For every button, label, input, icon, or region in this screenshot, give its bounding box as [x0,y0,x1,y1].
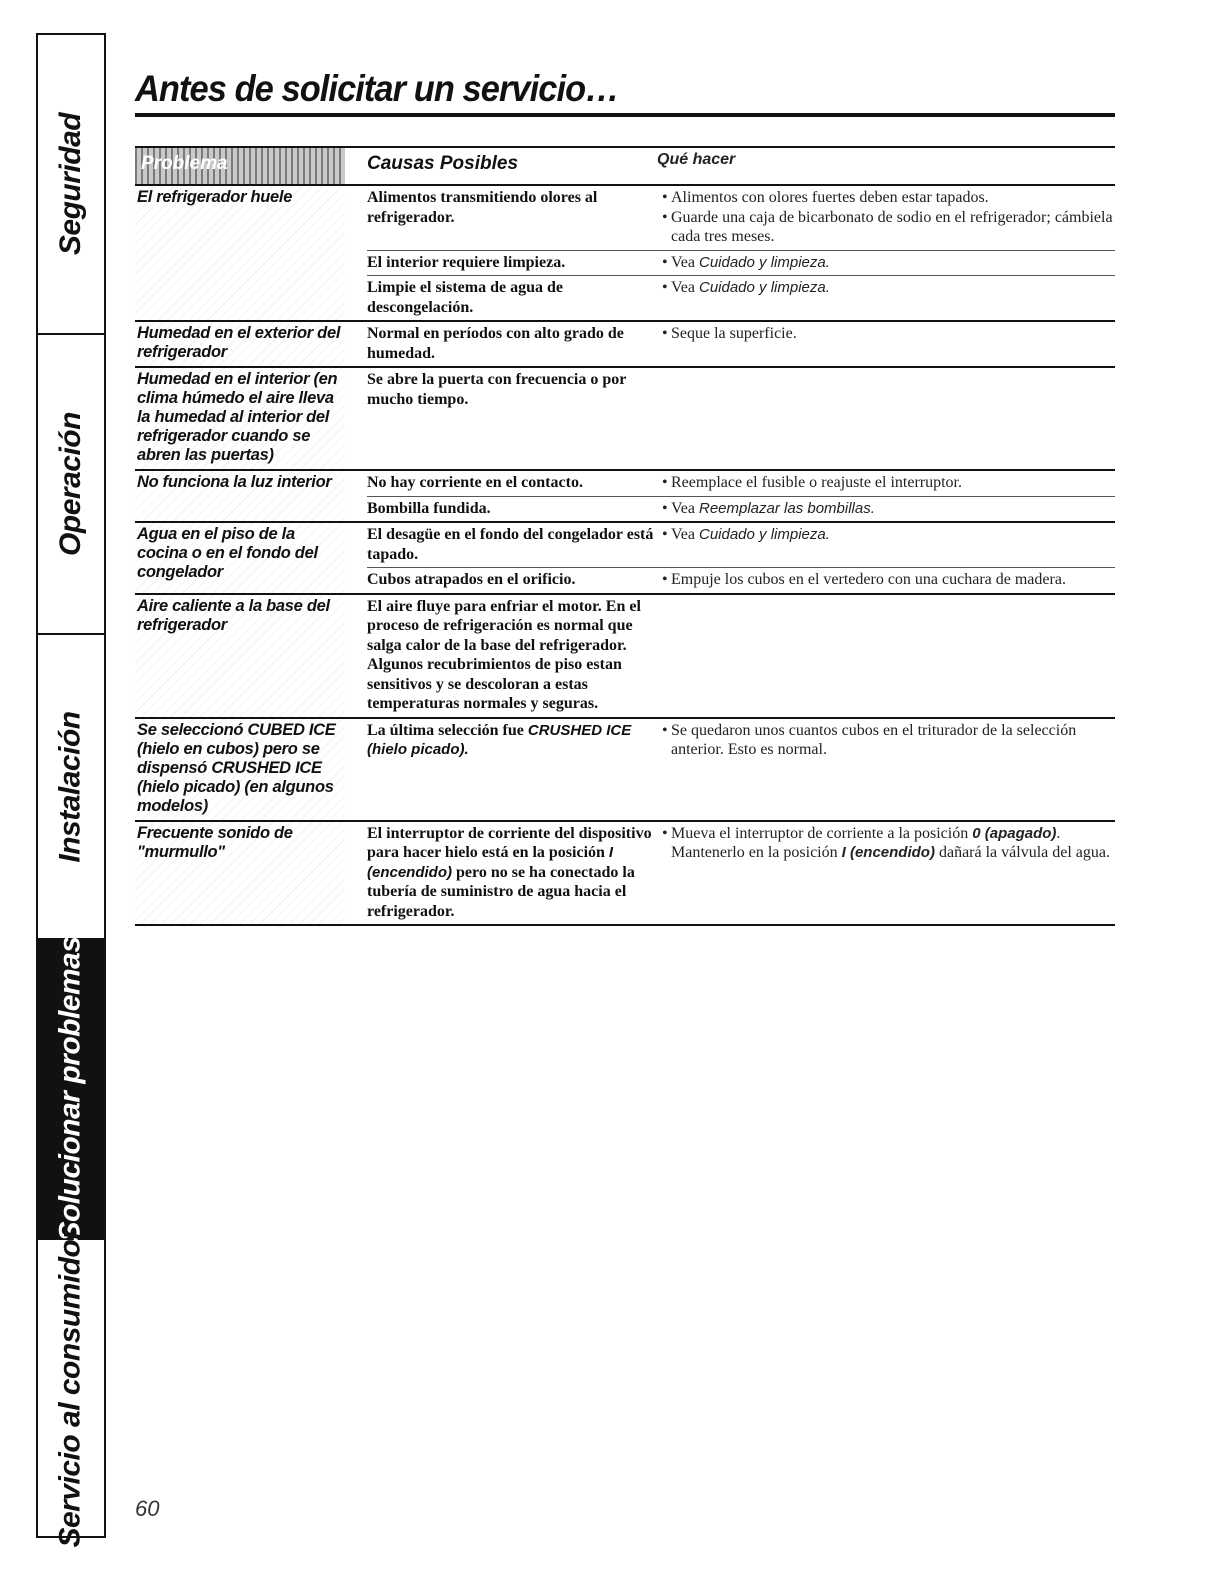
side-tab-label: Seguridad [54,112,88,256]
problem-group [135,595,1115,719]
text-run: Mueva el interruptor de corriente a la posición [671,824,973,842]
cause-cell: El interior requiere limpieza. [367,253,566,271]
table-row [367,496,1115,522]
problem-group [135,822,1115,927]
todo-cell [657,822,1115,925]
side-tab-seguridad[interactable] [38,35,104,335]
cause-cell: No hay corriente en el contacto. [367,474,583,491]
text-run: Seque la superficie. [671,325,797,342]
text-run: Vea [671,499,699,517]
problem-group [135,322,1115,368]
side-tab-operacion[interactable] [38,335,104,635]
text-run: Vea [671,279,699,296]
table-body [135,186,1115,926]
todo-bullet [657,208,1115,247]
problem-cell: Humedad en el exterior del refrigerador [135,322,345,366]
table-row [367,595,1115,717]
text-run: CRUSHED ICE (hielo picado). [367,721,632,758]
text-run: Alimentos con olores fuertes deben estar tapados. [671,189,989,206]
cause-cell [367,822,657,925]
todo-bullet [657,570,1115,590]
cause-cell: El desagüe en el fondo del congelador está tapado. [367,526,654,563]
page-number: 60 [135,1496,160,1521]
todo-cell [657,568,1115,593]
side-tab-servicio-al-consumidor[interactable] [38,1228,104,1548]
text-run: Cuidado y limpieza. [698,279,830,296]
cause-rows [367,471,1115,521]
title-rule [135,113,1115,117]
problem-cell: Se seleccionó CUBED ICE (hielo en cubos) pero se dispensó CRUSHED ICE (hielo picado) (en algunos modelos) [135,719,345,820]
text-run: Vea [671,526,699,543]
todo-bullet [657,278,1115,298]
header-todo: Qué hacer [657,151,736,168]
side-tab-label: Operación [54,412,87,556]
text-run: pero no se ha conectado la tubería de suministro de agua hacia el refrigerador. [367,863,635,920]
cause-rows [367,719,1115,820]
cause-rows [367,595,1115,717]
table-row [367,822,1115,925]
todo-bullet [657,499,1115,519]
todo-cell [657,251,1115,276]
todo-bullet [657,525,1115,545]
todo-cell [657,523,1115,567]
cause-cell: El aire fluye para enfriar el motor. En el proceso de refrigeración es normal que salga calor de la base del refrigerador. Algunos recubrimientos de piso estan sensitivos y se descoloran a estas temperaturas normales y seguras. [367,597,641,712]
cause-rows [367,822,1115,925]
todo-bullet [657,824,1115,863]
table-row [367,471,1115,496]
header-causes: Causas Posibles [367,153,519,174]
table-row [367,719,1115,763]
problem-cell: No funciona la luz interior [135,471,345,521]
text-run: Empuje los cubos en el vertedero con una cuchara de madera. [671,571,1066,588]
page-title: Antes de solicitar un servicio… [135,68,619,109]
text-run: El interruptor de corriente del dispositivo para hacer hielo está en la posición [367,824,652,861]
text-run: La última selección fue [367,721,528,739]
text-run: Vea [671,253,699,271]
cause-cell: Alimentos transmitiendo olores al refrigerador. [367,189,598,226]
cause-rows [367,523,1115,593]
side-tab-label: Solucionar problemas [54,936,88,1242]
cause-rows [367,368,1115,469]
cause-cell: Normal en períodos con alto grado de humedad. [367,325,624,362]
table-row [367,275,1115,320]
todo-cell [657,276,1115,320]
problem-cell: Humedad en el interior (en clima húmedo el aire lleva la humedad al interior del refrigerador cuando se abren las puertas) [135,368,345,469]
cause-rows [367,186,1115,320]
text-run: Cuidado y limpieza. [698,253,830,271]
cause-cell: Limpie el sistema de agua de descongelación. [367,279,563,316]
cause-cell: Bombilla fundida. [367,499,491,517]
side-tab-instalacion[interactable] [38,635,104,940]
todo-cell [657,497,1115,522]
side-tabs [36,33,106,1548]
table-row [367,523,1115,567]
problem-group [135,368,1115,471]
cause-cell: Se abre la puerta con frecuencia o por mucho tiempo. [367,371,627,408]
text-run: Reemplazar las bombillas. [698,499,875,517]
todo-cell [657,719,1115,763]
problem-cell: El refrigerador huele [135,186,345,320]
todo-cell [657,595,1115,717]
problem-group [135,719,1115,822]
todo-bullet [657,324,1115,344]
side-tab-solucionar-problemas[interactable] [38,936,104,1242]
table-row [367,368,1115,412]
todo-cell [657,186,1115,250]
todo-cell [657,322,1115,366]
problem-group [135,523,1115,595]
text-run: Se quedaron unos cuantos cubos en el triturador de la selección anterior. Esto es normal. [671,721,1077,758]
table-row [367,567,1115,593]
todo-cell [657,368,1115,412]
todo-bullet [657,253,1115,273]
problem-cell: Aire caliente a la base del refrigerador [135,595,345,717]
text-run: I (encendido) [367,844,614,881]
problem-cell: Frecuente sonido de "murmullo" [135,822,345,925]
todo-bullet [657,721,1115,760]
text-run: I (encendido) [841,844,935,861]
text-run: dañará la válvula del agua. [934,844,1110,861]
text-run: . Mantenerlo en la posición [671,824,1061,861]
table-row [367,250,1115,276]
todo-cell [657,471,1115,496]
problem-group [135,186,1115,322]
table-row [367,322,1115,366]
side-tab-label: Servicio al consumidor [54,1228,88,1548]
table-header [135,146,1115,186]
problem-cell: Agua en el piso de la cocina o en el fondo del congelador [135,523,345,593]
text-run: 0 (apagado) [972,824,1057,842]
table-row [367,186,1115,250]
cause-cell: Cubos atrapados en el orificio. [367,571,576,588]
problem-group [135,471,1115,523]
text-run: Guarde una caja de bicarbonato de sodio en el refrigerador; cámbiela cada tres meses. [671,208,1113,245]
header-problem: Problema [135,148,345,184]
cause-rows [367,322,1115,366]
cause-cell [367,719,657,763]
side-tab-label: Instalación [54,710,87,863]
todo-bullet [657,473,1115,493]
todo-bullet [657,188,1115,208]
text-run: Reemplace el fusible o reajuste el interruptor. [671,474,962,491]
troubleshooting-table [135,146,1115,926]
text-run: Cuidado y limpieza. [698,526,830,543]
